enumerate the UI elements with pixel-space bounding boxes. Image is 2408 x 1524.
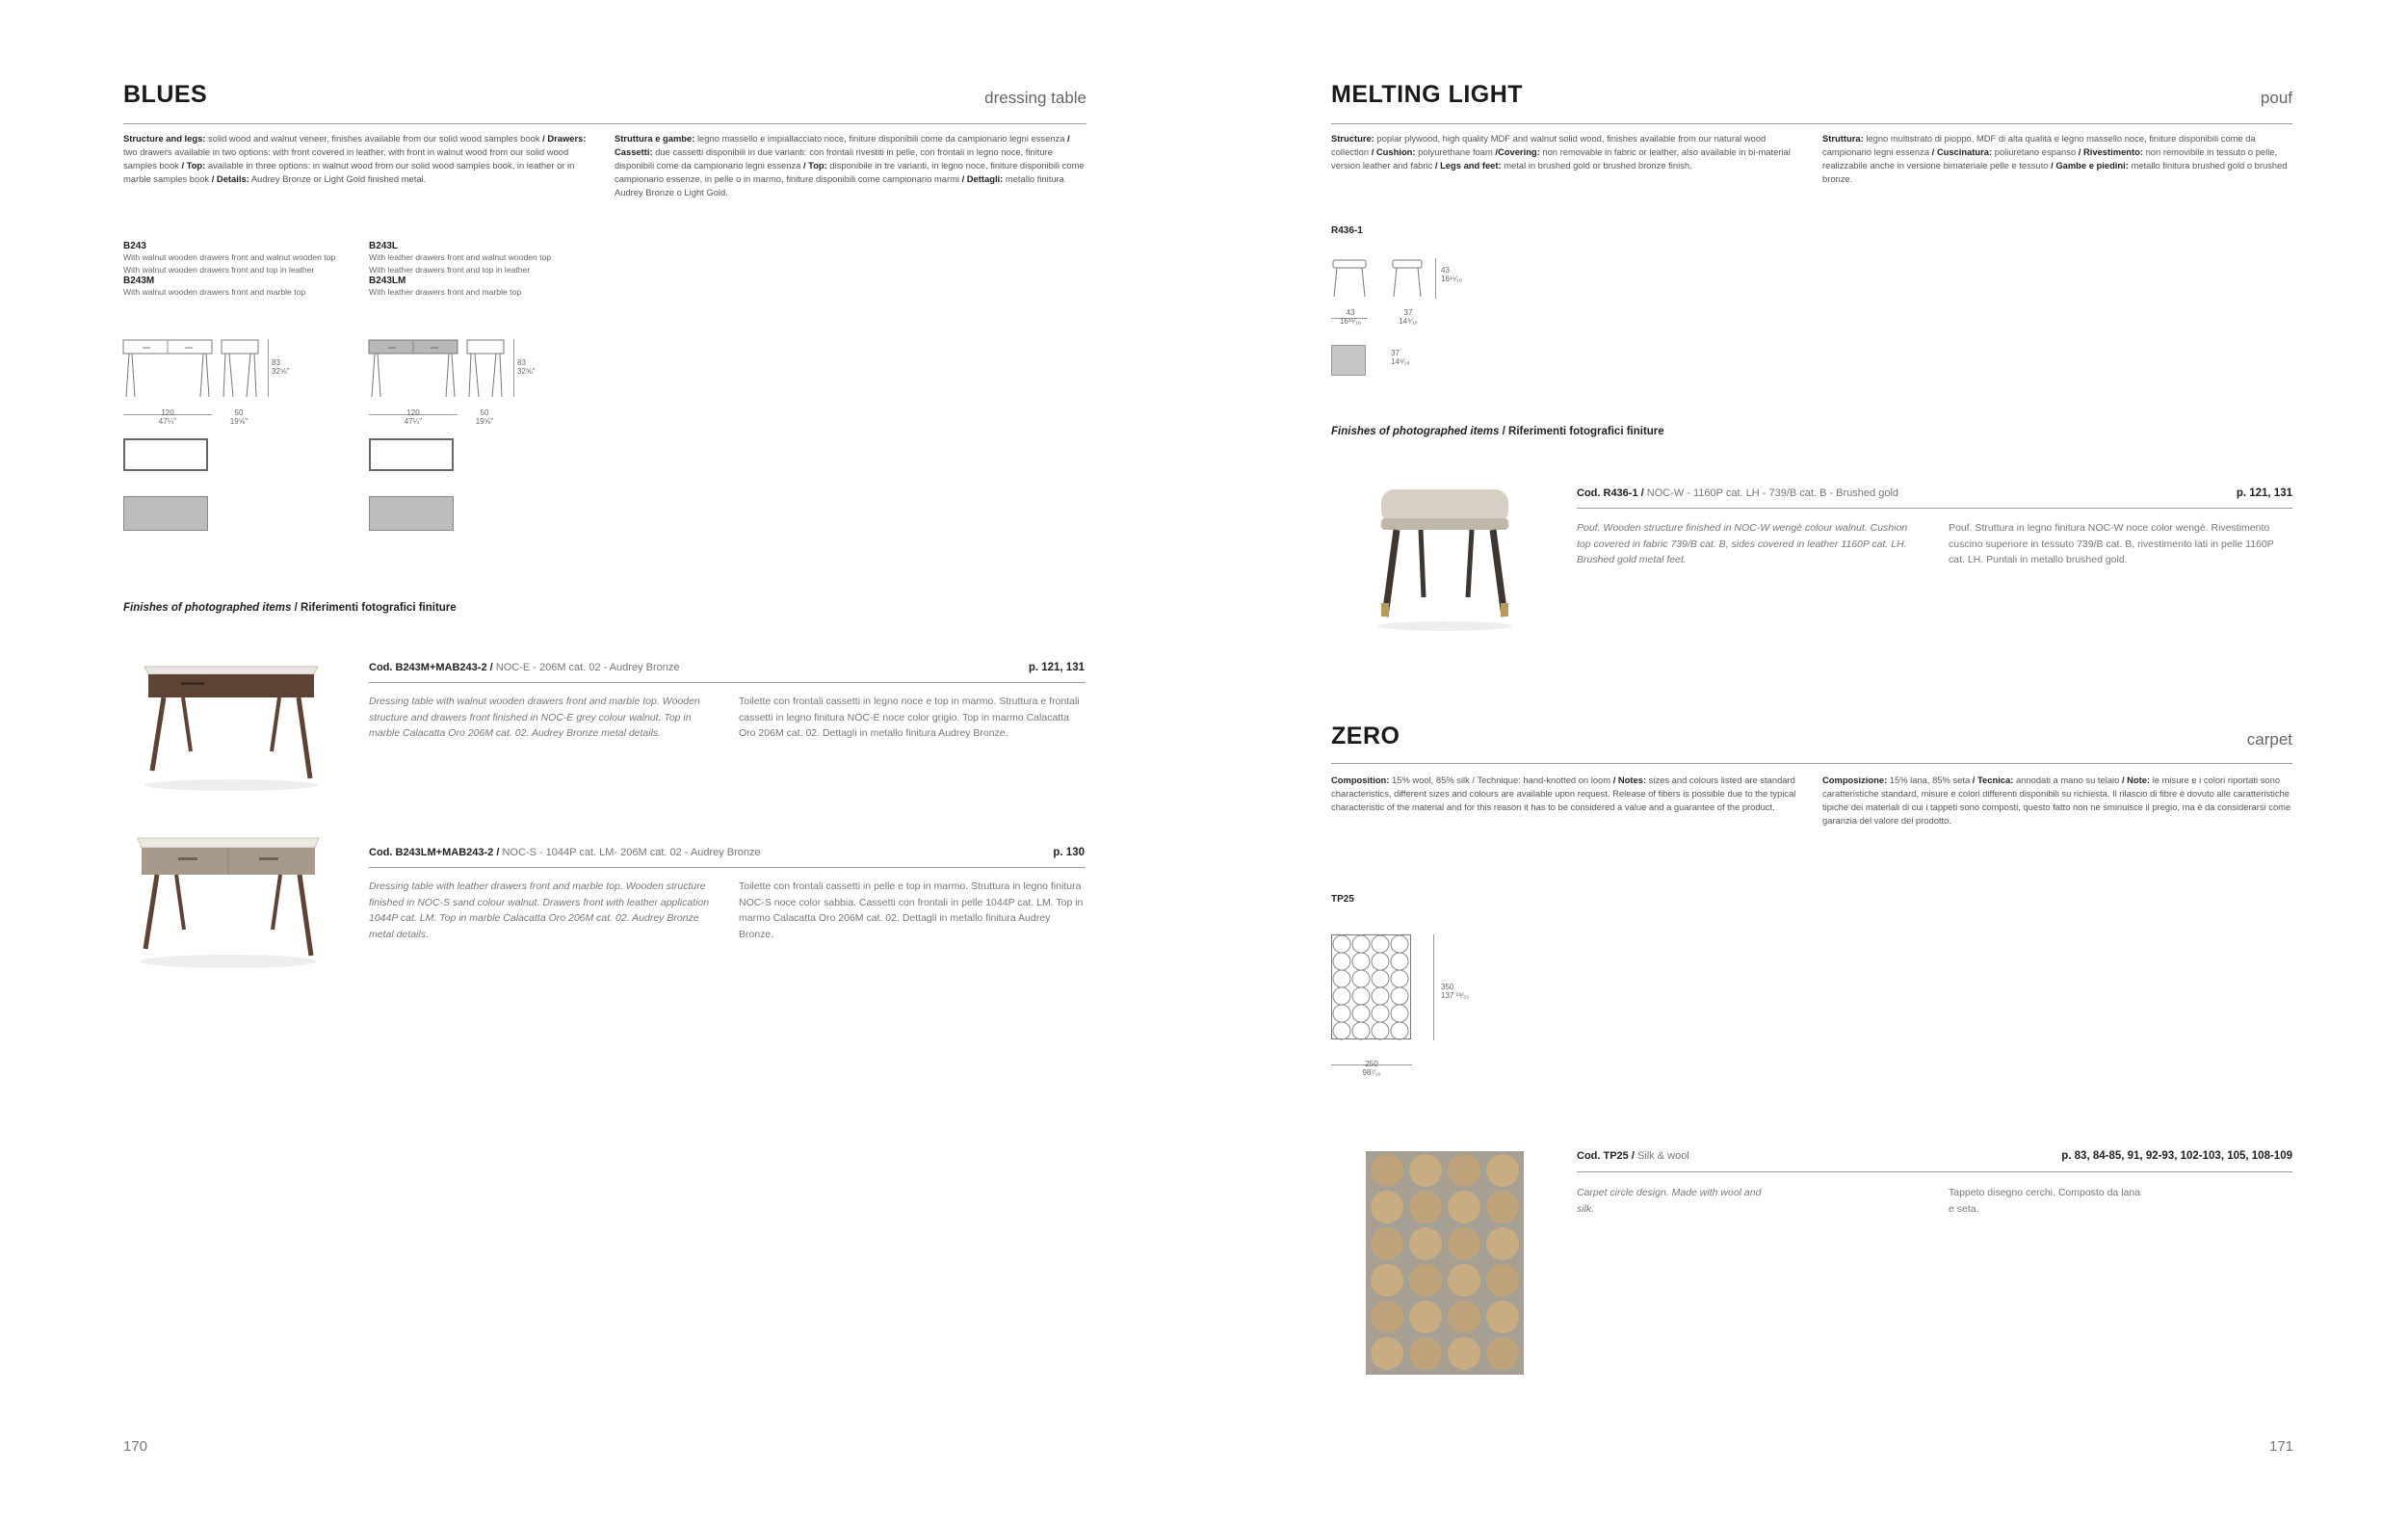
carpet-circle (1372, 1005, 1389, 1022)
item-page-ref-r436: p. 121, 131 (2236, 487, 2292, 499)
carpet-circle (1371, 1264, 1403, 1297)
drawing-top-view (123, 438, 208, 471)
item-rule (369, 682, 1086, 683)
item-desc-it-tp25: Tappeto disegno cerchi. Composto da lana e seta. (1949, 1187, 2141, 1215)
dim-pouf-depth: 37 14⁹⁄₁₆ (1399, 308, 1418, 326)
item-page-ref-tp25: p. 83, 84-85, 91, 92-93, 102-103, 105, 108-109 (2061, 1150, 2292, 1162)
dimension-line (1433, 934, 1434, 1040)
carpet-circle (1371, 1337, 1403, 1370)
melting-light-title: MELTING LIGHT (1331, 81, 1524, 108)
page-number-right: 171 (2269, 1438, 2294, 1455)
item-page-ref-1: p. 121, 131 (1028, 662, 1085, 673)
dim-pouf-top: 37 14⁹⁄₁₆ (1391, 349, 1410, 366)
drawing-marble-top (369, 496, 454, 531)
dim-pouf-height: 43 16¹⁵⁄₁₆ (1441, 266, 1463, 283)
dim-depth: 50 19⅝" (229, 408, 249, 426)
carpet-circle (1486, 1264, 1519, 1297)
carpet-circle (1486, 1301, 1519, 1333)
model-code: B243 (123, 241, 146, 251)
blues-description-en: Structure and legs: solid wood and walnut veneer, finishes available from our solid wood samples book / Drawers: two drawers available in two options: with front covered in leather, with front in walnut wood from our solid wood samples book / Top: available in three options: in walnut wood from our solid wood samples book, in leather or in marble samples book / Details: Audrey Bronze or Light Gold finished metal. (123, 133, 587, 184)
item-code-1: Cod. B243M+MAB243-2 / NOC-E - 206M cat. 02 - Audrey Bronze (369, 662, 680, 673)
item-code-2: Cod. B243LM+MAB243-2 / NOC-S - 1044P cat. LM- 206M cat. 02 - Audrey Bronze (369, 847, 761, 858)
carpet-circle (1409, 1191, 1442, 1223)
carpet-circle (1448, 1227, 1480, 1260)
carpet-circle (1371, 1301, 1403, 1333)
carpet-circle (1352, 953, 1370, 970)
carpet-circle (1409, 1264, 1442, 1297)
carpet-circle (1391, 935, 1408, 953)
model-list-b243l (369, 241, 600, 299)
zero-title: ZERO (1331, 723, 1400, 749)
model-line: With leather drawers front and walnut wooden top (369, 252, 552, 262)
carpet-circle (1371, 1154, 1403, 1187)
model-code-r436: R436-1 (1331, 225, 1363, 236)
carpet-circle (1486, 1337, 1519, 1370)
carpet-circle (1333, 935, 1350, 953)
item-code-r436: Cod. R436-1 / NOC-W - 1160P cat. LH - 739/B cat. B - Brushed gold (1577, 487, 1899, 499)
melting-light-subtitle: pouf (2260, 89, 2292, 107)
carpet-circle (1391, 987, 1408, 1005)
carpet-circle (1333, 1022, 1350, 1039)
zero-subtitle: carpet (2246, 730, 2292, 749)
carpet-circle (1352, 935, 1370, 953)
blues-subtitle: dressing table (984, 89, 1086, 107)
carpet-circle (1448, 1154, 1480, 1187)
model-code: B243LM (369, 276, 406, 286)
item-rule (1577, 1171, 2292, 1172)
carpet-circle (1352, 1005, 1370, 1022)
item-desc-it-1: Toilette con frontali cassetti in legno noce e top in marmo. Struttura e frontali cassetti in legno finitura NOC-E noce color grigio. Top in marmo Calacatta Oro 206M cat. 02. Dettagli in metallo finitura Audrey Bronze. (739, 696, 1080, 739)
carpet-circle (1391, 1022, 1408, 1039)
carpet-circle (1333, 970, 1350, 987)
dim-pouf-width: 43 16¹⁵⁄₁₆ (1339, 308, 1362, 326)
carpet-circle (1372, 987, 1389, 1005)
model-line: With leather drawers front and top in leather (369, 264, 531, 275)
item-page-ref-2: p. 130 (1053, 847, 1085, 858)
melting-light-description-en: Structure: poplar plywood, high quality MDF and walnut solid wood, finishes available from our natural wood collection / Cushion: polyurethane foam /Covering: non removable in fabric or leather, also available in bi-material version leather and fabric / Legs and feet: metal in brushed gold or brushed bronze finish. (1331, 133, 1791, 171)
carpet-circle (1409, 1337, 1442, 1370)
model-code: B243L (369, 241, 399, 251)
carpet-circle (1333, 953, 1350, 970)
carpet-circle (1448, 1191, 1480, 1223)
carpet-circle (1409, 1227, 1442, 1260)
model-list-b243 (123, 241, 354, 299)
blues-description-it: Struttura e gambe: legno massello e impiallacciato noce, finiture disponibili come da campionario legni essenza / Cassetti: due cassetti disponibili in due varianti: con frontali rivestiti in pelle, con frontali in legno noce, finiture disponibili come da campionario legni essenza / Top: disponibile in tre varianti, in legno noce, finiture disponibili come campionario essenze, in pelle o in marmo, finiture disponibili come campionario marmi / Dettagli: metallo finitura Audrey Bronze o Light Gold. (615, 133, 1085, 197)
dim-depth: 50 19⅝" (475, 408, 494, 426)
dim-carpet-width: 250 98⁷⁄₁₆ (1362, 1060, 1381, 1077)
melting-light-description-it: Struttura: legno multistrato di pioppo, MDF di alta qualità e legno massello noce, finiture disponibili come da campionario legni essenza / Cuscinatura: poliuretano espanso / Rivestimento: non removibile in tessuto o pelle, realizzabile anche in versione bimateriale pelle e tessuto / Gambe e piedini: metallo finitura brushed gold o brushed bronze. (1822, 133, 2288, 184)
dim-carpet-height: 350 137 ²⁹⁄₃₂ (1441, 983, 1470, 1000)
drawing-side-b243l (465, 337, 513, 405)
carpet-circle (1333, 987, 1350, 1005)
blues-title-rule (123, 123, 1086, 124)
drawing-top-view (369, 438, 454, 471)
model-line: With walnut wooden drawers front and walnut wooden top (123, 252, 336, 262)
carpet-circle (1352, 987, 1370, 1005)
item-rule (1577, 508, 2292, 509)
item-desc-it-2: Toilette con frontali cassetti in pelle e top in marmo. Struttura in legno finitura NOC-S noce color sabbia. Cassetti con frontali in pelle 1044P cat. LM. Top in marmo Calacatta Oro 206M cat. 02. Dettagli in metallo finitura Audrey Bronze. (739, 880, 1084, 940)
zero-title-rule (1331, 763, 2292, 764)
item-desc-it-r436: Pouf. Struttura in legno finitura NOC-W noce color wengè. Rivestimento cuscino superiore in tessuto 739/B cat. B, rivestimento lati in pelle 1160P cat. LH. Puntali in metallo brushed gold. (1949, 522, 2274, 565)
item-desc-en-2: Dressing table with leather drawers front and marble top. Wooden structure finished in NOC-S sand colour walnut. Drawers front with leather application 1044P cat. LM. Top in marble Calacatta Oro 206M cat. 02. Audrey Bronze metal details. (369, 880, 710, 940)
carpet-circle (1352, 1022, 1370, 1039)
carpet-circle (1391, 953, 1408, 970)
carpet-circle (1486, 1154, 1519, 1187)
dim-width: 120 47¼" (404, 408, 423, 426)
carpet-circle (1372, 935, 1389, 953)
dim-height: 83 32⅝" (272, 358, 290, 376)
carpet-circle (1372, 953, 1389, 970)
model-code-tp25: TP25 (1331, 894, 1354, 905)
carpet-circle (1486, 1191, 1519, 1223)
carpet-circle (1448, 1301, 1480, 1333)
drawing-pouf-top (1331, 345, 1366, 376)
melting-light-title-rule (1331, 123, 2292, 124)
item-desc-en-1: Dressing table with walnut wooden drawers front and marble top. Wooden structure and drawers front finished in NOC-E grey colour walnut. Top in marble Calacatta Oro 206M cat. 02. Audrey Bronze metal details. (369, 696, 700, 739)
dimension-line (268, 339, 269, 397)
model-line: With walnut wooden drawers front and top in leather (123, 264, 315, 275)
carpet-circle (1448, 1337, 1480, 1370)
zero-description-en: Composition: 15% wool, 85% silk / Technique: hand-knotted on loom / Notes: sizes and colours listed are standard characteristics, different sizes and colours are available upon request. Release of fibers is possible due to the typical characteristic of the material and for this reason it has to be considered a value and a guarantee of the product. (1331, 775, 1796, 812)
item-desc-en-tp25: Carpet circle design. Made with wool and silk. (1577, 1187, 1762, 1215)
dim-height: 83 32⅝" (517, 358, 536, 376)
carpet-circle (1391, 970, 1408, 987)
carpet-circle (1372, 1022, 1389, 1039)
product-photo-b243m (135, 655, 327, 795)
finishes-heading: Finishes of photographed items / Riferimenti fotografici finiture (123, 602, 457, 614)
drawing-marble-top (123, 496, 208, 531)
carpet-circle (1409, 1301, 1442, 1333)
model-line: With leather drawers front and marble top (369, 287, 522, 297)
carpet-circle (1372, 970, 1389, 987)
carpet-circle (1371, 1227, 1403, 1260)
drawing-side-b243 (220, 337, 268, 405)
product-photo-carpet (1366, 1151, 1524, 1375)
dim-width: 120 47¼" (158, 408, 177, 426)
page-number-left: 170 (123, 1438, 148, 1455)
blues-title: BLUES (123, 81, 208, 108)
item-rule (369, 867, 1086, 868)
drawing-carpet (1331, 934, 1412, 1040)
carpet-circle (1391, 1005, 1408, 1022)
carpet-circle (1352, 970, 1370, 987)
dimension-line (1435, 258, 1436, 299)
product-photo-pouf (1368, 482, 1522, 636)
dimension-line (513, 339, 514, 397)
carpet-circle (1448, 1264, 1480, 1297)
finishes-heading-right: Finishes of photographed items / Riferimenti fotografici finiture (1331, 426, 1664, 437)
product-photo-b243lm (130, 828, 327, 973)
model-code: B243M (123, 276, 155, 286)
drawing-pouf (1331, 258, 1447, 306)
carpet-circle (1333, 1005, 1350, 1022)
item-code-tp25: Cod. TP25 / Silk & wool (1577, 1150, 1689, 1162)
carpet-circle (1371, 1191, 1403, 1223)
carpet-circle (1409, 1154, 1442, 1187)
model-line: With walnut wooden drawers front and marble top (123, 287, 306, 297)
carpet-circle (1486, 1227, 1519, 1260)
zero-description-it: Composizione: 15% lana, 85% seta / Tecnica: annodati a mano su telaio / Note: le misure e i colori riportati sono caratteristiche standard, misure e colori differenti disponibili su richiesta. Il rilascio di fibre è dovuto alle caratteristiche tipiche dei materiali di cui i tappeti sono composti, questo fatto non ne sminuisce il pregio, ma è da considerarsi come garanzia del valore del prodotto. (1822, 775, 2291, 826)
item-desc-en-r436: Pouf. Wooden structure finished in NOC-W wengè colour walnut. Cushion top covered in fabric 739/B cat. B, sides covered in leather 1160P cat. LH. Brushed gold metal feet. (1577, 522, 1908, 565)
